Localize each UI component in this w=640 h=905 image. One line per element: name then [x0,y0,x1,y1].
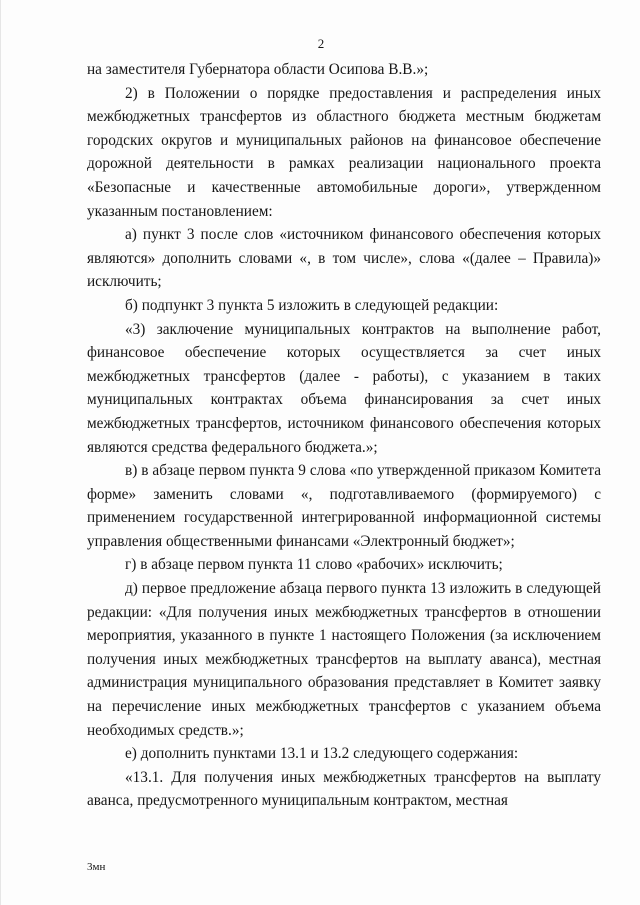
paragraph-item-g: г) в абзаце первом пункта 11 слово «рабочих» исключить; [125,556,503,574]
paragraph-item-d: д) первое предложение абзаца первого пункта 13 изложить в следующей редакции: «Для получения иных межбюджетных трансфертов в отношении мероприятия, указанного в пункте 1 настоящего Положения (за исключением получения иных межбюджетных трансфертов на выплату аванса), местная администрация муниципального образования представляет в Комитет заявку на перечисление иных межбюджетных трансфертов с указанием объема необходимых средств.»; [87,580,601,739]
paragraph-quote-13-1: «13.1. Для получения иных межбюджетных трансфертов на выплату аванса, предусмотренного муниципальным контрактом, местная [87,768,601,810]
paragraph-item-e: е) дополнить пунктами 13.1 и 13.2 следующего содержания: [125,745,519,763]
page-number: 2 [317,36,325,51]
document-body [87,58,601,813]
paragraph-item-b: б) подпункт 3 пункта 5 изложить в следующей редакции: [125,296,499,314]
paragraph-item-2: 2) в Положении о порядке предоставления и распределения иных межбюджетных трансфертов из областного бюджета местным бюджетам городских округов и муниципальных районов на финансовое обеспечение дорожной деятельности в рамках реализации национального проекта «Безопасные и качественные автомобильные дороги», утвержденном указанным постановлением: [87,84,601,220]
paragraph-quote-3: «3) заключение муниципальных контрактов на выполнение работ, финансовое обеспечение которых осуществляется за счет иных межбюджетных трансфертов (далее - работы), с указанием в таких муниципальных контрактах объема финансирования за счет иных межбюджетных трансфертов, источником финансового обеспечения которых являются средства федерального бюджета.»; [87,320,601,456]
footer-code: 3мн [87,861,106,873]
paragraph-item-v: в) в абзаце первом пункта 9 слова «по утвержденной приказом Комитета форме» заменить словами «, подготавливаемого (формируемого) с применением государственной интегрированной информационной системы управления общественными финансами «Электронный бюджет»; [87,462,601,550]
paragraph-item-a: а) пункт 3 после слов «источником финансового обеспечения которых являются» дополнить словами «, в том числе», слова «(далее – Правила)» исключить; [87,226,601,291]
paragraph-continuation: на заместителя Губернатора области Осипова В.В.»; [87,61,429,78]
